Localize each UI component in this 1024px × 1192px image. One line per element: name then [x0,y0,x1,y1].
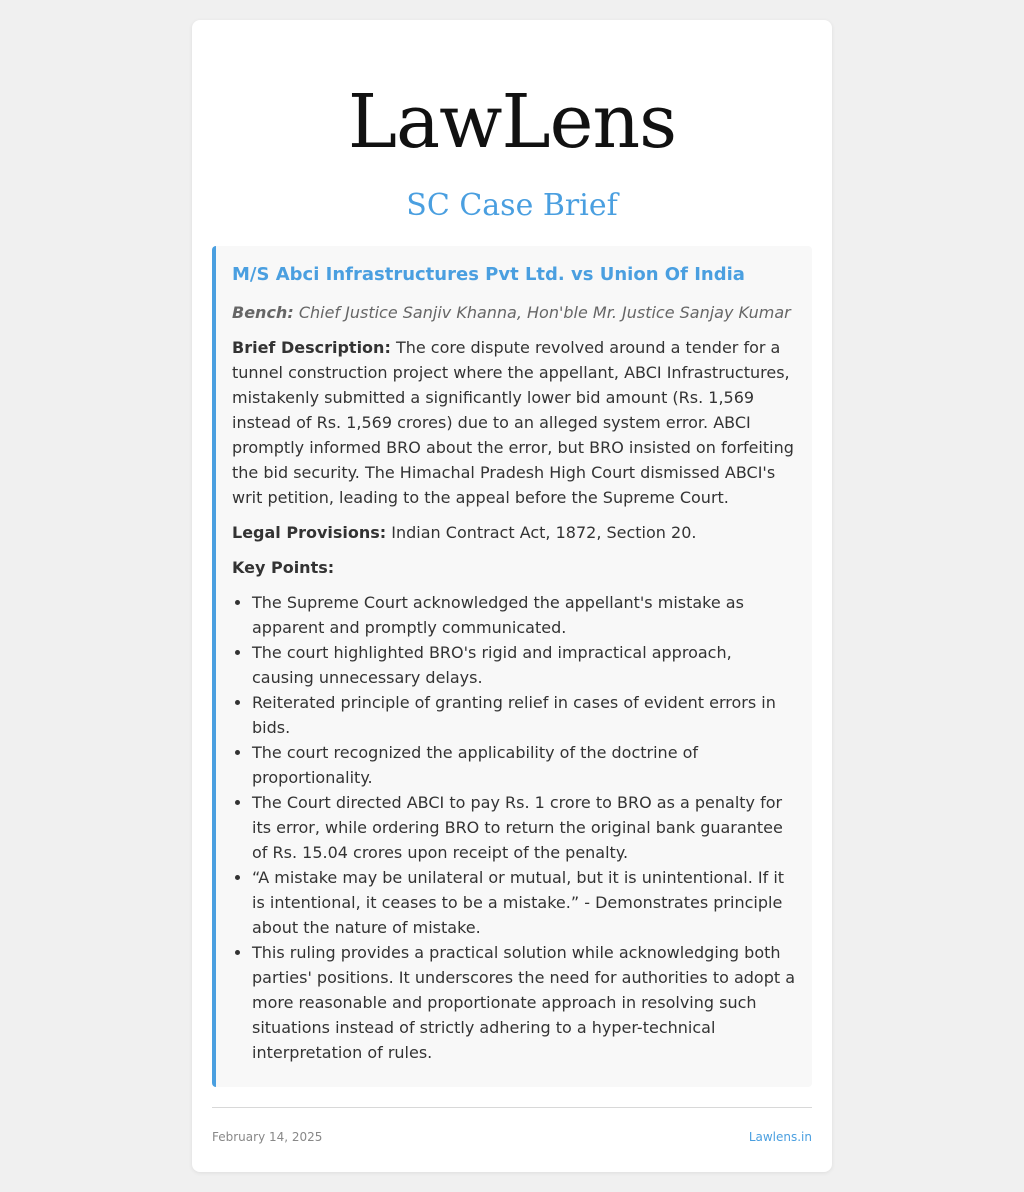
case-panel [212,246,812,1087]
legal-provisions [232,520,796,545]
legal-provisions-label: Legal Provisions: [232,523,387,542]
bench-line [232,300,796,325]
brief-description [232,335,796,510]
list-item: • The Court directed ABCI to pay Rs. 1 crore to BRO as a penalty for its error, while ordering BRO to return the original bank guarantee of Rs. 15.04 crores upon receipt of the penalty. [252,790,796,865]
bench-label: Bench: [232,303,294,322]
key-points-list [232,590,796,1065]
brief-description-text: The core dispute revolved around a tender for a tunnel construction project where the appellant, ABCI Infrastructures, mistakenly submitted a significantly lower bid amount (Rs. 1,569 instead of Rs. 1,569 crores) due to an alleged system error. ABCI promptly informed BRO about the error, but BRO insisted on forfeiting the bid security. The Himachal Pradesh High Court dismissed ABCI's writ petition, leading to the appeal before the Supreme Court. [232,338,794,507]
list-item: • “A mistake may be unilateral or mutual, but it is unintentional. If it is intentional, it ceases to be a mistake.” - Demonstrates principle about the nature of mistake. [252,865,796,940]
key-points-label: Key Points: [232,558,335,577]
page-subtitle: SC Case Brief [406,188,618,223]
brief-card [192,20,832,1172]
footer [212,1122,812,1152]
list-item: • The court recognized the applicability of the doctrine of proportionality. [252,740,796,790]
key-points-heading [232,555,796,580]
publish-date: February 14, 2025 [212,1130,323,1144]
legal-provisions-text: Indian Contract Act, 1872, Section 20. [391,523,697,542]
footer-divider [212,1107,812,1108]
list-item: • This ruling provides a practical solution while acknowledging both parties' positions. It underscores the need for authorities to adopt a more reasonable and proportionate approach in resolving such situations instead of strictly adhering to a hyper-technical interpretation of rules. [252,940,796,1065]
brand-logo: LawLens [347,79,677,165]
list-item: • The Supreme Court acknowledged the appellant's mistake as apparent and promptly communicated. [252,590,796,640]
list-item: • Reiterated principle of granting relief in cases of evident errors in bids. [252,690,796,740]
site-link[interactable]: Lawlens.in [748,1130,812,1144]
bench-judges: Chief Justice Sanjiv Khanna, Hon'ble Mr. Justice Sanjay Kumar [298,303,791,322]
brief-description-label: Brief Description: [232,338,391,357]
case-title: M/S Abci Infrastructures Pvt Ltd. vs Union Of India [232,264,745,285]
list-item: • The court highlighted BRO's rigid and impractical approach, causing unnecessary delays. [252,640,796,690]
